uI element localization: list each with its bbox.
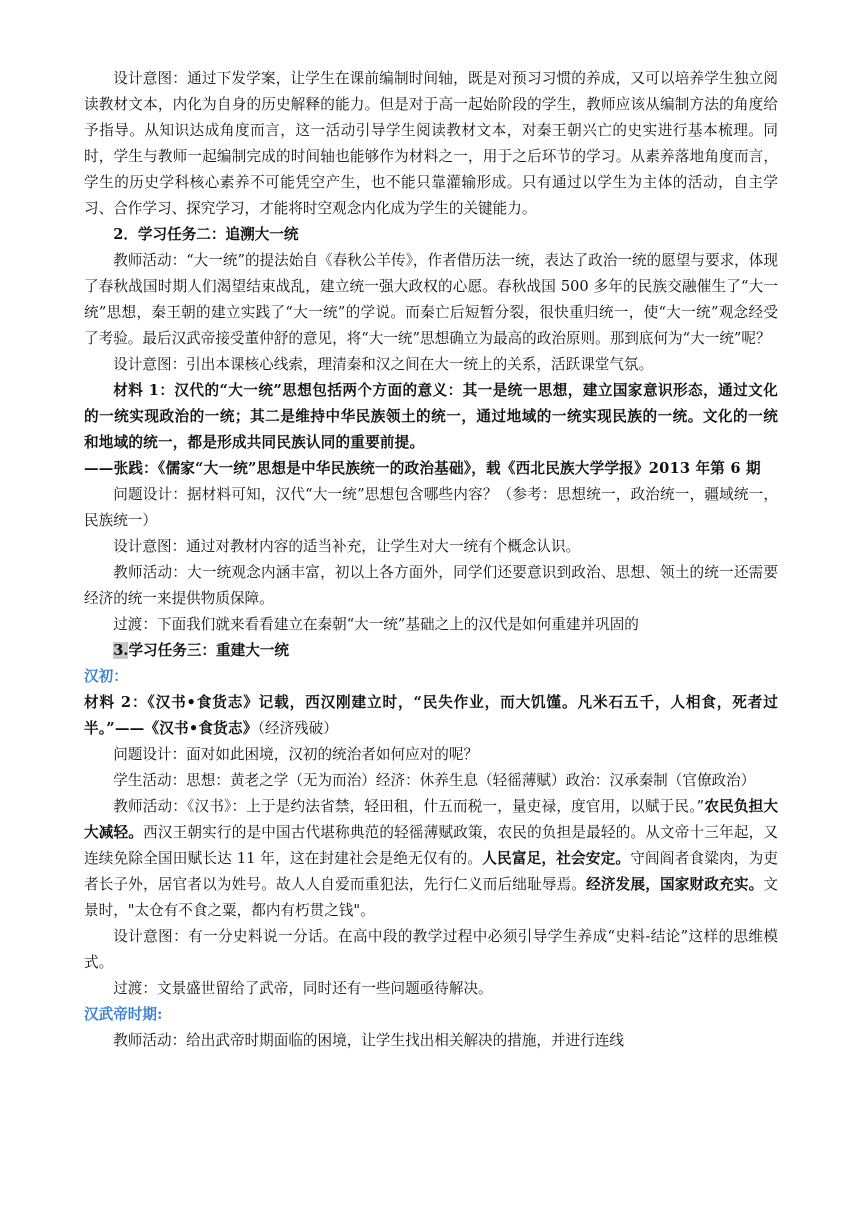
design-intent-paragraph: 设计意图：引出本课核心线索，理清秦和汉之间在大一统上的关系，活跃课堂气氛。 (113, 356, 654, 373)
teacher-activity-paragraph (84, 794, 778, 924)
material-one: 材料 1：汉代的“大一统”思想包括两个方面的意义：其一是统一思想，建立国家意识形态，通过文化的一统实现政治的一统；其二是维持中华民族领土的统一，通过地域的一统实现民族的一统。文化的一统和地域的统一，都是形成共同民族认同的重要前提。 (84, 382, 778, 451)
transition-paragraph: 过渡：文景盛世留给了武帝，同时还有一些问题亟待解决。 (113, 980, 493, 997)
subheading-emperor-wu: 汉武帝时期: (84, 1006, 163, 1023)
student-activity-paragraph: 学生活动：思想：黄老之学（无为而治）经济：休养生息（轻徭薄赋）政治：汉承秦制（官僚政治） (113, 772, 756, 789)
subheading-early-han: 汉初： (84, 668, 128, 685)
material-two-text: 材料 2：《汉书•食货志》记载，西汉刚建立时，“民失作业，而大饥馑。凡米石五千，人相食，死者过半。”——《汉书•食货志》 (84, 694, 778, 737)
design-intent-paragraph: 设计意图：通过对教材内容的适当补充，让学生对大一统有个概念认识。 (113, 538, 581, 555)
bold-run: 经济发展，国家财政充实。 (586, 876, 764, 893)
task-two-heading: 2．学习任务二：追溯大一统 (113, 226, 299, 243)
teacher-activity-paragraph: 教师活动：大一统观念内涵丰富，初以上各方面外，同学们还要意识到政治、思想、领土的统一还需要经济的统一来提供物质保障。 (84, 564, 778, 607)
document-page (84, 66, 778, 1054)
bold-run: 农民负担大大减轻。 (84, 798, 778, 841)
material-two-note: （经济残破） (257, 720, 338, 737)
text-run: 文景时，"太仓有不食之粟，都内有朽贯之钱"。 (84, 876, 778, 919)
task-three-heading (84, 638, 778, 664)
question-design-paragraph: 问题设计：据材料可知，汉代“大一统”思想包含哪些内容？（参考：思想统一，政治统一，疆域统一，民族统一） (84, 486, 778, 529)
teacher-activity-paragraph: 教师活动：“大一统”的提法始自《春秋公羊传》，作者借历法一统，表达了政治一统的愿望与要求，体现了春秋战国时期人们渴望结束战乱，建立统一强大政权的心愿。春秋战国 500 多年的民族交融催生了“大一统”思想，秦王朝的建立实践了“大一统”的学说。而秦亡后短暂分裂，很快重归统一，使“大一统”观念经受了考验。最后汉武帝接受董仲舒的意见，将“大一统”思想确立为最高的政治原则。那到底何为“大一统”呢？ (84, 252, 778, 347)
material-one-source: ——张践：《儒家“大一统”思想是中华民族统一的政治基础》，载《西北民族大学学报》2013 年第 6 期 (84, 460, 761, 477)
design-intent-paragraph: 设计意图：有一分史料说一分话。在高中段的教学过程中必须引导学生养成“史料-结论”这样的思维模式。 (84, 928, 778, 971)
text-run: 守闾阎者食粱肉，为吏者长子外，居官者以为姓号。故人人自爱而重犯法，先行仁义而后绌耻辱焉。 (84, 850, 778, 893)
text-run: 教师活动：《汉书》：上于是约法省禁，轻田租，什五而税一，量吏禄，度官用，以赋于民。” (113, 798, 705, 815)
heading-text: 学习任务三：重建大一统 (128, 642, 289, 659)
bold-run: 人民富足，社会安定。 (482, 850, 631, 867)
transition-paragraph: 过渡：下面我们就来看看建立在秦朝“大一统”基础之上的汉代是如何重建并巩固的 (113, 616, 639, 633)
heading-number: 3. (113, 642, 129, 659)
design-intent-paragraph: 设计意图：通过下发学案，让学生在课前编制时间轴，既是对预习习惯的养成，又可以培养学生独立阅读教材文本，内化为自身的历史解释的能力。但是对于高一起始阶段的学生，教师应该从编制方法的角度给予指导。从知识达成角度而言，这一活动引导学生阅读教材文本，对秦王朝兴亡的史实进行基本梳理。同时，学生与教师一起编制完成的时间轴也能够作为材料之一，用于之后环节的学习。从素养落地角度而言，学生的历史学科核心素养不可能凭空产生，也不能只靠灌输形成。只有通过以学生为主体的活动，自主学习、合作学习、探究学习，才能将时空观念内化成为学生的关键能力。 (84, 70, 778, 217)
material-two (84, 690, 778, 742)
text-run: 西汉王朝实行的是中国古代堪称典范的轻徭薄赋政策，农民的负担是最轻的。从文帝十三年起，又连续免除全国田赋长达 11 年，这在封建社会是绝无仅有的。 (84, 824, 778, 867)
question-design-paragraph: 问题设计：面对如此困境，汉初的统治者如何应对的呢？ (113, 746, 479, 763)
teacher-activity-paragraph: 教师活动：给出武帝时期面临的困境，让学生找出相关解决的措施，并进行连线 (113, 1032, 624, 1049)
